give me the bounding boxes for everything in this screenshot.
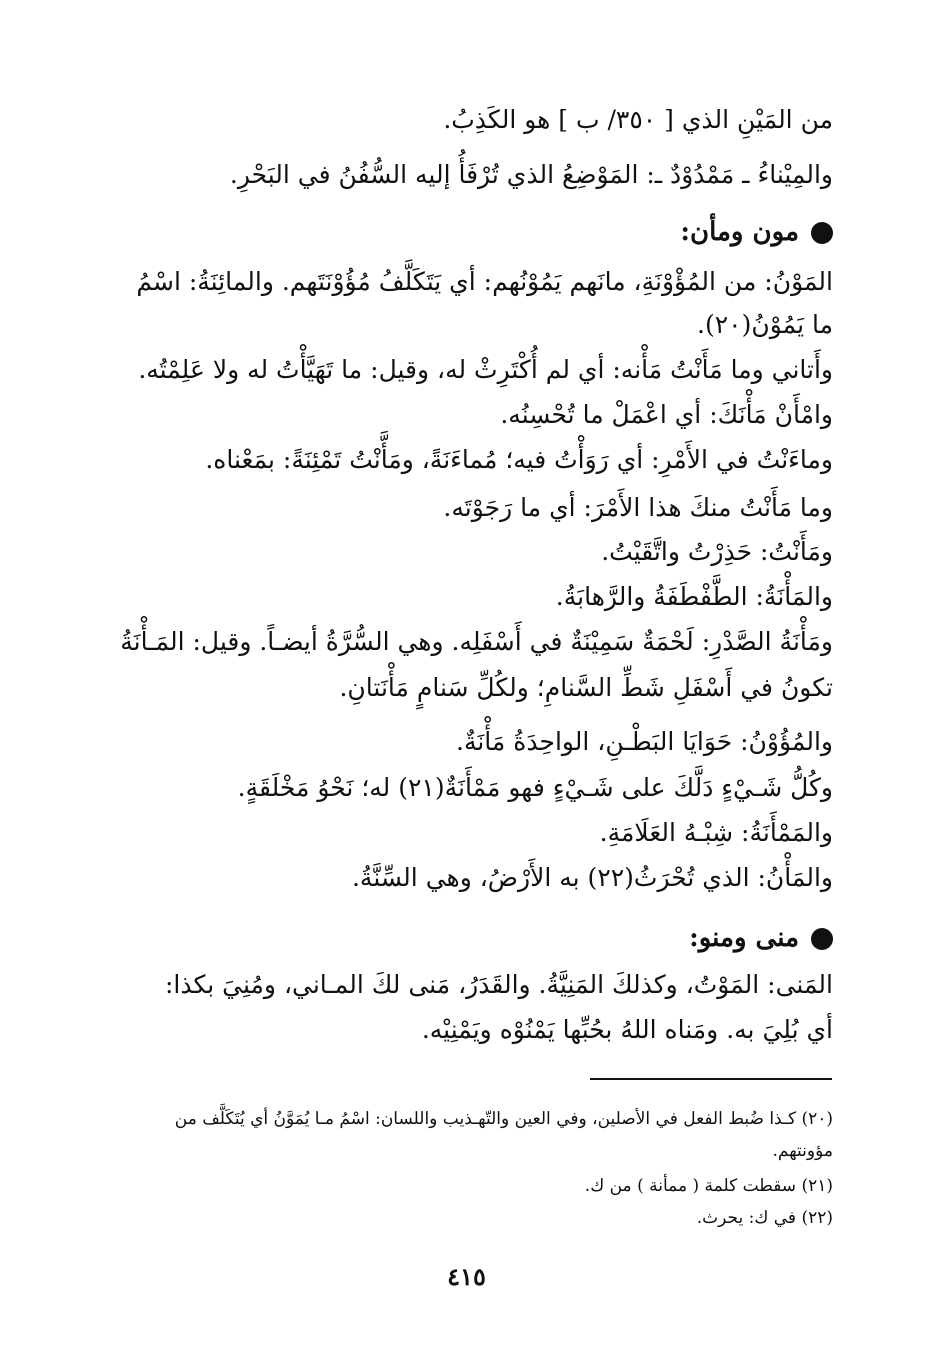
text-line: تكونُ في أَسْفَلِ شَطِّ السَّنامِ؛ ولكُلِّ سَنامٍ مَأْنَتانِ. xyxy=(339,673,833,702)
text-line: وماءَنْتُ في الأَمْرِ: أي رَوَأْتُ فيه؛ مُماءَنَةً، ومَأَّنْتُ تَمْئِنَةً: بمَعْناه. xyxy=(205,445,833,474)
section-heading-mny xyxy=(60,918,833,958)
page-number: ٤١٥ xyxy=(447,1262,486,1291)
text-line: وأَتاني وما مَأَنْتُ مَأْنه: أي لم أُكْتَرِثْ له، وقيل: ما تَهَيَّأْتُ له ولا عَلِمْتُه. xyxy=(138,355,833,384)
text-line: والمِيْناءُ ـ مَمْدُوْدٌ ـ: المَوْضِعُ الذي تُرْفَأُ إليه السُّفُنُ في البَحْرِ. xyxy=(229,160,833,189)
text-line: وما مَأَنْتُ منكَ هذا الأَمْرَ: أي ما رَجَوْتَه. xyxy=(443,493,833,522)
heading-text: منى ومنو: xyxy=(689,923,799,953)
footnote: (٢٠) كـذا ضُبط الفعل في الأصلين، وفي العين والتّهـذيب واللسان: اسْمُ مـا يُمَوَّنُ أي يُتَكَلَّف من xyxy=(174,1109,833,1129)
text-line: والمُؤُوْنُ: حَوَايَا البَطْـنِ، الواحِدَةُ مَأْنَةٌ. xyxy=(456,727,833,756)
footnote: (٢١) سقطت كلمة ( ممأنة ) من ك. xyxy=(584,1176,833,1196)
text-line: وامْأَنْ مَأْنَكَ: أي اعْمَلْ ما تُحْسِنُه. xyxy=(500,400,833,429)
bullet-icon xyxy=(811,222,833,244)
text-line: والمَأْنُ: الذي تُحْرَثُ(٢٢) به الأَرْضُ، وهي السِّنَّةُ. xyxy=(351,863,833,892)
footnote-separator xyxy=(590,1078,832,1080)
heading-text: مون ومأن: xyxy=(680,217,799,247)
text-line: والمَمْأَنَةُ: شِبْـهُ العَلَامَةِ. xyxy=(599,818,833,847)
text-line: ومَأَنْتُ: حَذِرْتُ واتَّقَيْتُ. xyxy=(601,537,833,566)
text-line: ومَأْنَةُ الصَّدْرِ: لَحْمَةٌ سَمِيْنَةٌ في أَسْفَلِه. وهي السُّرَّةُ أيضـاً. وقيل: المَـأْنَةُ xyxy=(120,627,833,656)
text-line: من المَيْنِ الذي [ ٣٥٠/ ب ] هو الكَذِبُ. xyxy=(443,105,833,134)
text-line: المَنى: المَوْتُ، وكذلكَ المَنِيَّةُ. والقَدَرُ، مَنى لكَ المـاني، ومُنِيَ بكذا: xyxy=(164,970,833,999)
text-line: وكُلُّ شَـيْءٍ دَلَّكَ على شَـيْءٍ فهو مَمْأَنَةٌ(٢١) له؛ نَحْوُ مَخْلَقَةٍ. xyxy=(237,773,833,802)
text-line: المَوْنُ: من المُؤْوْنَةِ، مانَهم يَمُوْنُهم: أي يَتَكَلَّفُ مُؤُوْنَتَهم. والمائِنَةُ: اسْمُ xyxy=(136,267,833,296)
footnote: (٢٢) في ك: يحرث. xyxy=(696,1208,833,1228)
bullet-icon xyxy=(811,928,833,950)
section-heading-mwn xyxy=(60,212,833,252)
text-line: ما يَمُوْنُ(٢٠). xyxy=(697,310,833,339)
text-line: والمَأْنَةُ: الطَّفْطَفَةُ والرَّهابَةُ. xyxy=(555,582,833,611)
text-line: أي بُلِيَ به. ومَناه اللهُ بحُبِّها يَمْنُوْه ويَمْنِيْه. xyxy=(421,1015,833,1044)
footnote: مؤونتهم. xyxy=(772,1141,833,1161)
